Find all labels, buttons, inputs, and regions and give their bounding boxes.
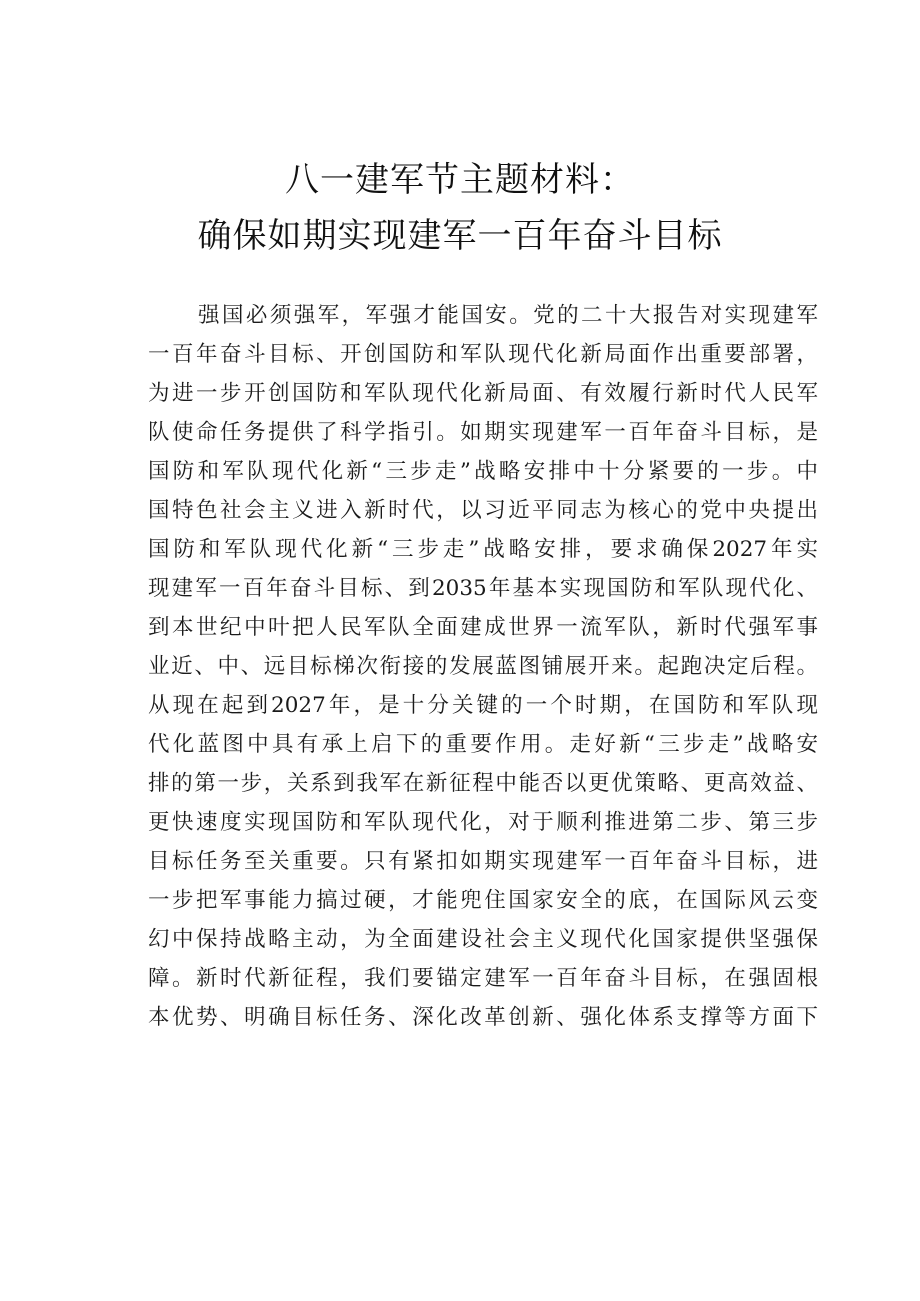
- body-line: 国特色社会主义进入新时代，以习近平同志为核心的党中央提出: [148, 498, 818, 523]
- body-line: 一步把军事能力搞过硬，才能兜住国家安全的底，在国际风云变: [148, 888, 818, 913]
- body-line: 业近、中、远目标梯次衔接的发展蓝图铺展开来。起跑决定后程。: [148, 654, 818, 679]
- title-line-2: 确保如期实现建军一百年奋斗目标: [197, 216, 723, 256]
- body-line: 一百年奋斗目标、开创国防和军队现代化新局面作出重要部署，: [148, 342, 818, 367]
- body-line: 排的第一步，关系到我军在新征程中能否以更优策略、更高效益、: [148, 771, 818, 796]
- title-line-1: 八一建军节主题材料：: [285, 160, 635, 200]
- body-line: 国防和军队现代化新“三步走”战略安排中十分紧要的一步。中: [148, 459, 818, 484]
- body-line: 代化蓝图中具有承上启下的重要作用。走好新“三步走”战略安: [148, 732, 818, 757]
- body-line: 本优势、明确目标任务、深化改革创新、强化体系支撑等方面下: [148, 1005, 818, 1030]
- body-line: 现建军一百年奋斗目标、到2035年基本实现国防和军队现代化、: [148, 576, 818, 601]
- body-line: 障。新时代新征程，我们要锚定建军一百年奋斗目标，在强固根: [148, 966, 818, 991]
- body-line: 强国必须强军，军强才能国安。党的二十大报告对实现建军: [198, 303, 818, 328]
- body-line: 队使命任务提供了科学指引。如期实现建军一百年奋斗目标，是: [148, 420, 818, 445]
- body-line: 更快速度实现国防和军队现代化，对于顺利推进第二步、第三步: [148, 810, 818, 835]
- body-line: 目标任务至关重要。只有紧扣如期实现建军一百年奋斗目标，进: [148, 849, 818, 874]
- body-line: 为进一步开创国防和军队现代化新局面、有效履行新时代人民军: [148, 381, 818, 406]
- document-title: [0, 152, 920, 264]
- document-body: [148, 296, 818, 1037]
- body-line: 国防和军队现代化新“三步走”战略安排，要求确保2027年实: [148, 537, 818, 562]
- body-line: 幻中保持战略主动，为全面建设社会主义现代化国家提供坚强保: [148, 927, 818, 952]
- body-line: 从现在起到2027年，是十分关键的一个时期，在国防和军队现: [148, 693, 818, 718]
- body-line: 到本世纪中叶把人民军队全面建成世界一流军队，新时代强军事: [148, 615, 818, 640]
